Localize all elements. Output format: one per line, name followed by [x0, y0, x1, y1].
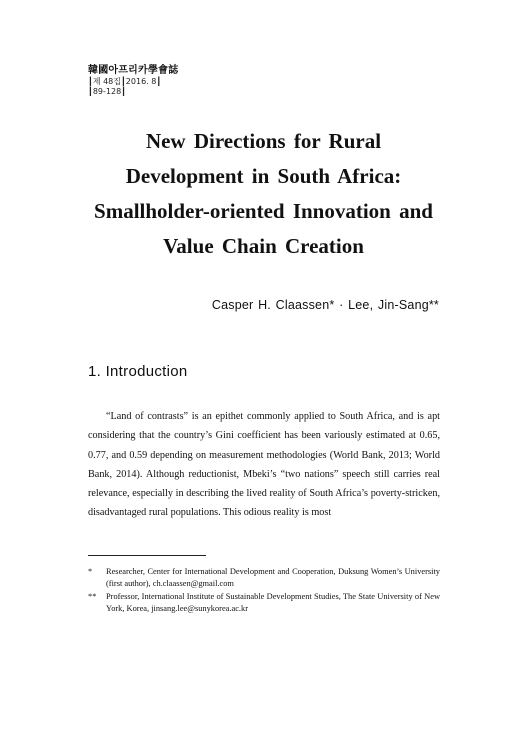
footnote-mark: ** — [88, 592, 97, 601]
footnote-text: Professor, International Institute of Sustainable Development Studies, The State University of New York, Korea, jinsang.lee@sunykorea.ac.kr — [106, 592, 440, 613]
journal-header — [88, 64, 178, 98]
journal-name: 韓國아프리카學會誌 — [88, 65, 179, 76]
title-line: Development in South Africa: — [125, 164, 402, 188]
section-heading: 1. Introduction — [88, 363, 188, 380]
footnote-divider — [88, 555, 206, 556]
article-authors: Casper H. Claassen* · Lee, Jin-Sang** — [211, 298, 439, 312]
footnote-mark: * — [88, 567, 93, 576]
title-line: Value Chain Creation — [163, 234, 364, 258]
journal-pages: ┃89-128┃ — [88, 87, 126, 97]
title-line: Smallholder-oriented Innovation and — [94, 199, 433, 223]
article-title — [40, 124, 487, 264]
title-line: New Directions for Rural — [145, 129, 382, 153]
footnote-item — [88, 566, 440, 590]
footnote-text: Researcher, Center for International Development and Cooperation, Duksung Women’s University (first author), ch.claassen@gmail.com — [106, 567, 440, 588]
journal-volume: ┃제 48집┃2016. 8┃ — [88, 77, 162, 86]
footnote-item — [88, 591, 440, 615]
body-paragraph: “Land of contrasts” is an epithet commonly applied to South Africa, and is apt considering that the country’s Gini coefficient has been variously estimated at 0.65, 0.77, and 0.59 depending on measurement methodologies (World Bank, 2013; World Bank, 2014). Although reductionist, Mbeki’s “two nations” speech still carries real relevance, especially in describing the lived reality of South Africa’s poverty-stricken, disadvantaged rural populations. This odious reality is most — [88, 411, 440, 519]
footnotes — [88, 566, 440, 616]
